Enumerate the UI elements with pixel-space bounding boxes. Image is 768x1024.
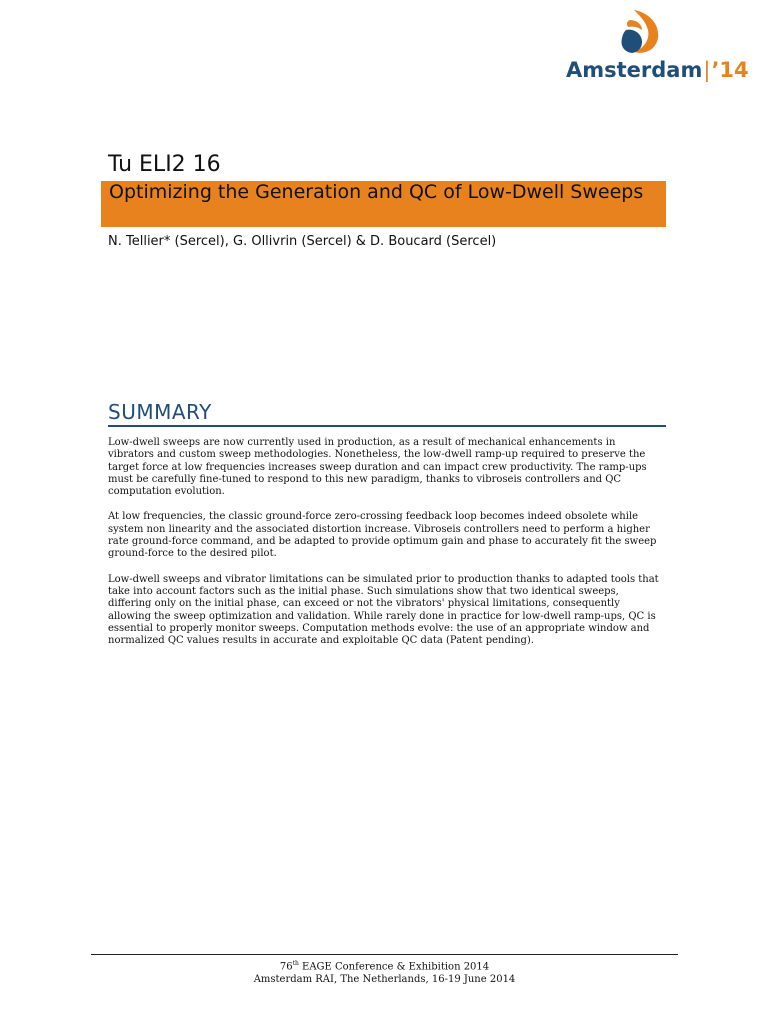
paper-title: Optimizing the Generation and QC of Low-Dwell Sweeps [109,181,644,203]
footer-divider [91,954,678,955]
paper-id: Tu ELI2 16 [108,152,221,177]
page-footer [91,957,678,986]
logo-year: ’14 [711,58,749,82]
footer-venue: Amsterdam RAI, The Netherlands, 16-19 June 2014 [253,974,516,986]
summary-paragraph: Low-dwell sweeps are now currently used in production, as a result of mechanical enhancements in vibrators and custom sweep methodologies. Nonetheless, the low-dwell ramp-up required to preserve the target force at low frequencies increases sweep duration and can impact crew productivity. The ramp-ups must be carefully fine-tuned to respond to this new paradigm, thanks to vibroseis controllers and QC computation evolution. [108,437,647,498]
footer-edition-suffix: th [292,960,299,967]
logo-city: Amsterdam [566,58,703,82]
conference-logo [566,8,749,84]
title-band [101,181,666,227]
summary-body [108,437,664,660]
footer-conference-line [91,957,678,973]
summary-divider [108,425,666,427]
flame-logo-icon [620,8,662,56]
summary-paragraph: At low frequencies, the classic ground-force zero-crossing feedback loop becomes indeed obsolete while system non linearity and the associated distortion increase. Vibroseis controllers need to perform a higher rate ground-force command, and be adapted to provide optimum gain and phase to accurately fit the sweep ground-force to the desired pilot. [108,511,657,560]
summary-paragraph: Low-dwell sweeps and vibrator limitations can be simulated prior to production thanks to adapted tools that take into account factors such as the initial phase. Such simulations show that two identical sweeps, differing only on the initial phase, can exceed or not the vibrators' physical limitations, consequently allowing the sweep optimization and validation. While rarely done in practice for low-dwell ramp-ups, QC is essential to properly monitor sweeps. Computation methods evolve: the use of an appropriate window and normalized QC values results in accurate and exploitable QC data (Patent pending). [108,573,659,647]
footer-edition-number: 76 [279,961,293,973]
logo-separator: | [703,58,711,82]
paper-authors: N. Tellier* (Sercel), G. Ollivrin (Sercel) & D. Boucard (Sercel) [108,234,497,249]
footer-conference-name: EAGE Conference & Exhibition 2014 [298,961,490,973]
summary-heading: SUMMARY [108,400,212,424]
logo-wordmark [566,58,749,82]
